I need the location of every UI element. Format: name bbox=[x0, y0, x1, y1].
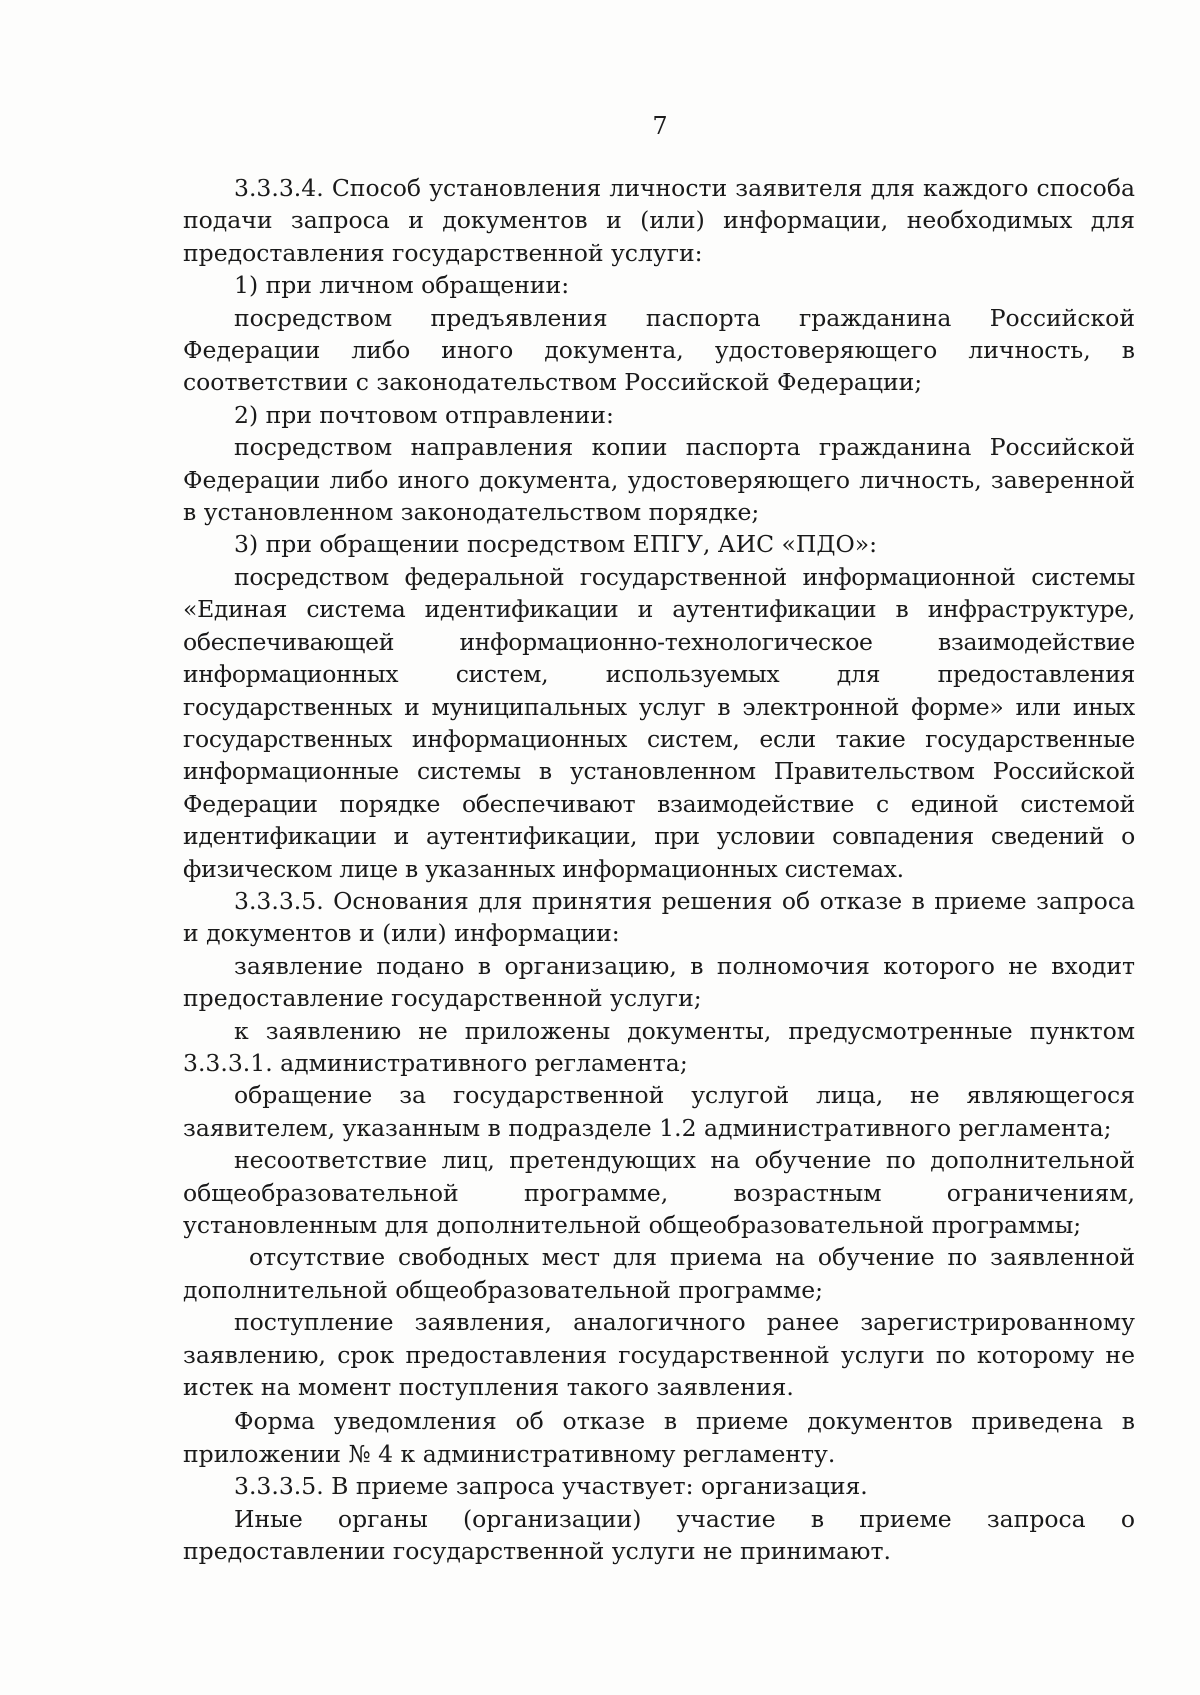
refusal-ground-4: несоответствие лиц, претендующих на обучение по дополнительной общеобразовательной программе, возрастным ограничениям, установленным для дополнительной общеобразовательной программы; bbox=[183, 1146, 1135, 1239]
other-bodies-note: Иные органы (организации) участие в приеме запроса о предоставлении государственной услуги не принимают. bbox=[183, 1504, 1135, 1566]
refusal-ground-5: отсутствие свободных мест для приема на обучение по заявленной дополнительной общеобразовательной программе; bbox=[183, 1243, 1135, 1304]
section-3-3-3-5-heading: 3.3.3.5. Основания для принятия решения об отказе в приеме запроса и документов и (или) информации: bbox=[183, 886, 1135, 948]
refusal-ground-1: заявление подано в организацию, в полномочия которого не входит предоставление государственной услуги; bbox=[183, 951, 1135, 1013]
refusal-ground-6: поступление заявления, аналогичного ранее зарегистрированному заявлению, срок предоставления государственной услуги по которому не истек на момент поступления такого заявления. bbox=[183, 1308, 1135, 1402]
identification-item-2-text: посредством направления копии паспорта гражданина Российской Федерации либо иного документа, удостоверяющего личность, заверенной в установленном законодательством порядке; bbox=[183, 433, 1135, 527]
refusal-notice-form: Форма уведомления об отказе в приеме документов приведена в приложении № 4 к административному регламенту. bbox=[183, 1407, 1135, 1468]
document-body bbox=[183, 172, 1135, 1567]
identification-item-1: 1) при личном обращении: bbox=[234, 271, 570, 300]
identification-item-3-text: посредством федеральной государственной информационной системы «Единая система идентификации и аутентификации в инфраструктуре, обеспечивающей информационно-технологическое взаимодействие информационных систем, используемых для предоставления государственных и муниципальных услуг в электронной форме» или иных государственных информационных систем, если такие государственные информационные системы в установленном Правительством Российской Федерации порядке обеспечивают взаимодействие с единой системой идентификации и аутентификации, при условии совпадения сведений о физическом лице в указанных информационных системах. bbox=[183, 562, 1135, 883]
refusal-ground-3: обращение за государственной услугой лица, не являющегося заявителем, указанным в подразделе 1.2 административного регламента; bbox=[183, 1081, 1135, 1142]
identification-item-1-text: посредством предъявления паспорта гражданина Российской Федерации либо иного документа, удостоверяющего личность, в соответствии с законодательством Российской Федерации; bbox=[183, 303, 1135, 397]
section-3-3-3-4-heading: 3.3.3.4. Способ установления личности заявителя для каждого способа подачи запроса и документов и (или) информации, необходимых для предоставления государственной услуги: bbox=[183, 174, 1135, 267]
section-3-3-3-5-participant: 3.3.3.5. В приеме запроса участвует: организация. bbox=[234, 1472, 868, 1501]
identification-item-2: 2) при почтовом отправлении: bbox=[234, 400, 614, 429]
page-number: 7 bbox=[652, 112, 668, 140]
identification-item-3: 3) при обращении посредством ЕПГУ, АИС «ПДО»: bbox=[234, 530, 878, 559]
refusal-ground-2: к заявлению не приложены документы, предусмотренные пунктом 3.3.3.1. административного регламента; bbox=[183, 1016, 1135, 1077]
